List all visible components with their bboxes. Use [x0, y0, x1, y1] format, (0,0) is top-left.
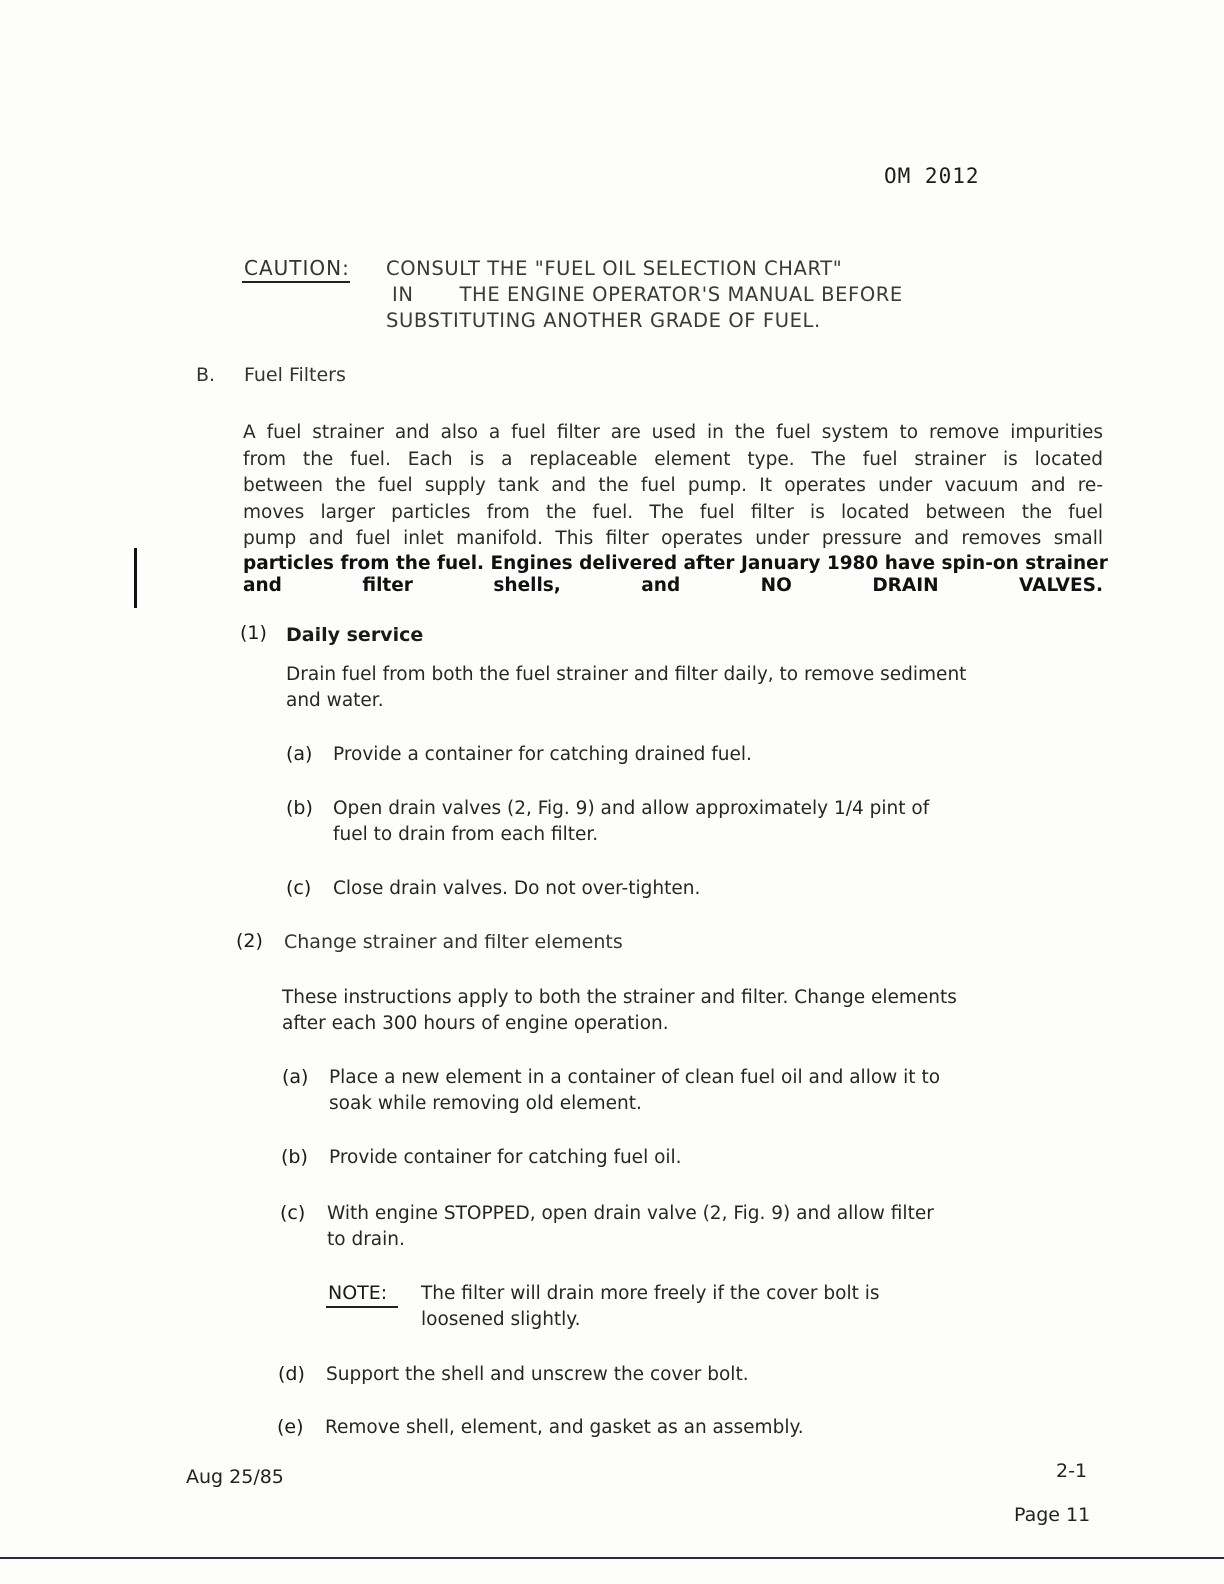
step-text	[329, 1145, 682, 1171]
document-id: OM 2012	[884, 164, 980, 188]
revision-change-bar	[134, 548, 137, 608]
section-letter: B.	[196, 364, 216, 386]
revision-date: Aug 25/85	[186, 1466, 284, 1488]
step-line: Remove shell, element, and gasket as an assembly.	[325, 1417, 804, 1438]
caution-text	[386, 256, 903, 334]
caution-underline	[242, 281, 350, 283]
paragraph-line: Drain fuel from both the fuel strainer and filter daily, to remove sediment	[286, 664, 967, 685]
step-line: Close drain valves. Do not over-tighten.	[333, 878, 701, 899]
step-label: (e)	[277, 1416, 304, 1438]
step-line: With engine STOPPED, open drain valve (2, Fig. 9) and allow filter	[327, 1203, 934, 1224]
page-bottom-edge	[0, 1557, 1224, 1559]
step-label: (a)	[282, 1066, 309, 1088]
paragraph-line: particles from the fuel. Engines delivered after January 1980 have spin-on strainer	[243, 552, 1108, 574]
step-text	[333, 742, 752, 768]
step-label: (d)	[278, 1363, 305, 1385]
caution-line: CONSULT THE "FUEL OIL SELECTION CHART"	[386, 257, 843, 280]
step-text	[333, 876, 700, 902]
caution-line-rest: THE ENGINE OPERATOR'S MANUAL BEFORE	[459, 283, 903, 306]
section-title: Fuel Filters	[244, 364, 346, 386]
note-underline	[326, 1306, 398, 1308]
subsection-number: (1)	[240, 622, 267, 644]
step-line: fuel to drain from each filter.	[333, 824, 599, 845]
paragraph-line: A fuel strainer and also a fuel filter are used in the fuel system to remove impurities	[243, 422, 1103, 443]
paragraph-line: and filter shells, and NO DRAIN VALVES.	[243, 574, 1103, 596]
page-number: Page 11	[1014, 1504, 1091, 1526]
caution-line	[386, 282, 903, 308]
caution-label: CAUTION:	[244, 256, 350, 280]
subsection-title: Change strainer and filter elements	[284, 931, 623, 953]
paragraph-line: These instructions apply to both the strainer and filter. Change elements	[282, 987, 957, 1008]
step-text	[333, 796, 929, 848]
step-label: (b)	[281, 1146, 308, 1168]
step-line: Place a new element in a container of clean fuel oil and allow it to	[329, 1067, 941, 1088]
step-line: Open drain valves (2, Fig. 9) and allow approximately 1/4 pint of	[333, 798, 930, 819]
caution-line-prefix: IN	[392, 283, 414, 306]
step-label: (b)	[286, 797, 313, 819]
section-number: 2-1	[1056, 1460, 1088, 1482]
paragraph-line: from the fuel. Each is a replaceable element type. The fuel strainer is located	[243, 448, 1103, 470]
intro-paragraph	[243, 420, 1108, 597]
paragraph-line: pump and fuel inlet manifold. This filter operates under pressure and removes small	[243, 528, 1103, 549]
step-label: (c)	[286, 877, 312, 899]
step-line: Provide a container for catching drained fuel.	[333, 744, 752, 765]
step-text	[329, 1065, 940, 1117]
paragraph-line: and water.	[286, 690, 384, 711]
step-line: soak while removing old element.	[329, 1093, 642, 1114]
change-description	[282, 985, 957, 1037]
note-line: The filter will drain more freely if the cover bolt is	[421, 1283, 880, 1304]
step-text	[325, 1415, 804, 1441]
step-text	[327, 1201, 934, 1253]
paragraph-line: between the fuel supply tank and the fuel pump. It operates under vacuum and re-	[243, 475, 1103, 496]
note-line: loosened slightly.	[421, 1309, 581, 1330]
daily-description	[286, 662, 966, 714]
note-text	[421, 1281, 880, 1333]
step-label: (c)	[280, 1202, 306, 1224]
step-line: Provide container for catching fuel oil.	[329, 1147, 682, 1168]
paragraph-line: after each 300 hours of engine operation.	[282, 1013, 669, 1034]
step-label: (a)	[286, 743, 313, 765]
step-line: Support the shell and unscrew the cover bolt.	[326, 1364, 749, 1385]
paragraph-line: moves larger particles from the fuel. The fuel filter is located between the fuel	[243, 501, 1103, 523]
caution-line: SUBSTITUTING ANOTHER GRADE OF FUEL.	[386, 309, 821, 332]
note-label: NOTE:	[328, 1282, 388, 1304]
step-text	[326, 1362, 749, 1388]
step-line: to drain.	[327, 1229, 405, 1250]
subsection-title: Daily service	[286, 624, 424, 646]
subsection-number: (2)	[236, 930, 263, 952]
